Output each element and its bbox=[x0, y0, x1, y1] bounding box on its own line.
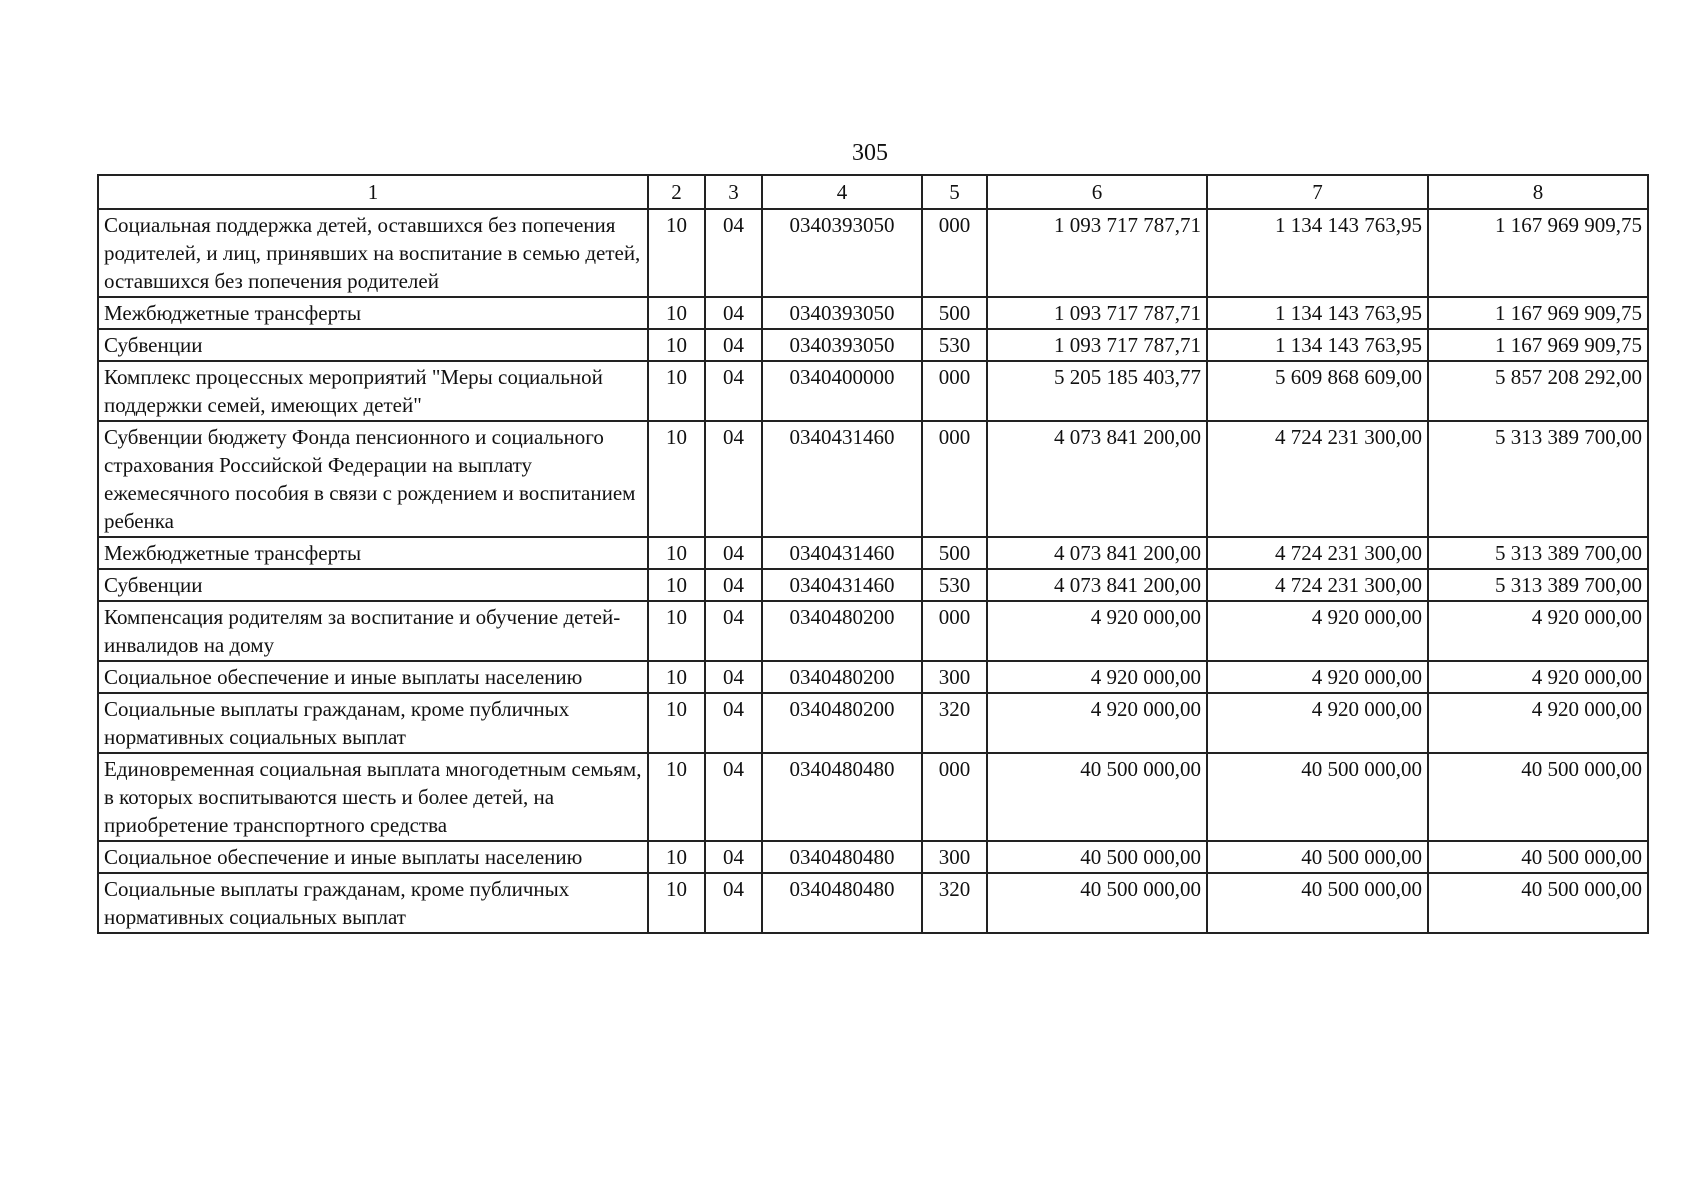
target-article-cell: 0340480200 bbox=[762, 601, 922, 661]
amount-col8-cell: 5 313 389 700,00 bbox=[1428, 537, 1648, 569]
column-header: 7 bbox=[1207, 175, 1428, 209]
amount-col8-cell: 40 500 000,00 bbox=[1428, 841, 1648, 873]
amount-col7-cell: 4 920 000,00 bbox=[1207, 601, 1428, 661]
expense-type-cell: 300 bbox=[922, 661, 987, 693]
target-article-cell: 0340480480 bbox=[762, 873, 922, 933]
expense-type-cell: 000 bbox=[922, 421, 987, 537]
subsection-code-cell: 04 bbox=[705, 661, 762, 693]
amount-col6-cell: 40 500 000,00 bbox=[987, 841, 1207, 873]
section-code-cell: 10 bbox=[648, 209, 705, 297]
expense-type-cell: 500 bbox=[922, 297, 987, 329]
row-name-cell: Социальное обеспечение и иные выплаты населению bbox=[98, 661, 648, 693]
amount-col7-cell: 1 134 143 763,95 bbox=[1207, 209, 1428, 297]
subsection-code-cell: 04 bbox=[705, 841, 762, 873]
section-code-cell: 10 bbox=[648, 693, 705, 753]
subsection-code-cell: 04 bbox=[705, 421, 762, 537]
amount-col8-cell: 4 920 000,00 bbox=[1428, 693, 1648, 753]
amount-col8-cell: 1 167 969 909,75 bbox=[1428, 329, 1648, 361]
subsection-code-cell: 04 bbox=[705, 297, 762, 329]
subsection-code-cell: 04 bbox=[705, 601, 762, 661]
table-row bbox=[98, 569, 1648, 601]
page-number: 305 bbox=[852, 140, 888, 166]
target-article-cell: 0340480480 bbox=[762, 753, 922, 841]
amount-col6-cell: 1 093 717 787,71 bbox=[987, 209, 1207, 297]
target-article-cell: 0340431460 bbox=[762, 537, 922, 569]
row-name-cell: Социальная поддержка детей, оставшихся без попечения родителей, и лиц, принявших на воспитание в семью детей, оставшихся без попечения родителей bbox=[98, 209, 648, 297]
expense-type-cell: 000 bbox=[922, 601, 987, 661]
subsection-code-cell: 04 bbox=[705, 693, 762, 753]
amount-col6-cell: 4 073 841 200,00 bbox=[987, 537, 1207, 569]
table-row bbox=[98, 329, 1648, 361]
subsection-code-cell: 04 bbox=[705, 753, 762, 841]
amount-col7-cell: 4 920 000,00 bbox=[1207, 693, 1428, 753]
amount-col8-cell: 40 500 000,00 bbox=[1428, 873, 1648, 933]
amount-col7-cell: 4 724 231 300,00 bbox=[1207, 537, 1428, 569]
amount-col7-cell: 1 134 143 763,95 bbox=[1207, 329, 1428, 361]
row-name-cell: Межбюджетные трансферты bbox=[98, 297, 648, 329]
expense-type-cell: 000 bbox=[922, 753, 987, 841]
amount-col8-cell: 1 167 969 909,75 bbox=[1428, 297, 1648, 329]
amount-col6-cell: 4 073 841 200,00 bbox=[987, 569, 1207, 601]
expense-type-cell: 000 bbox=[922, 361, 987, 421]
amount-col7-cell: 1 134 143 763,95 bbox=[1207, 297, 1428, 329]
expense-type-cell: 530 bbox=[922, 329, 987, 361]
table-row bbox=[98, 361, 1648, 421]
subsection-code-cell: 04 bbox=[705, 569, 762, 601]
amount-col7-cell: 40 500 000,00 bbox=[1207, 753, 1428, 841]
amount-col8-cell: 5 313 389 700,00 bbox=[1428, 421, 1648, 537]
expense-type-cell: 320 bbox=[922, 873, 987, 933]
section-code-cell: 10 bbox=[648, 297, 705, 329]
target-article-cell: 0340431460 bbox=[762, 421, 922, 537]
expense-type-cell: 300 bbox=[922, 841, 987, 873]
table-row bbox=[98, 421, 1648, 537]
column-header: 6 bbox=[987, 175, 1207, 209]
section-code-cell: 10 bbox=[648, 537, 705, 569]
table-row bbox=[98, 297, 1648, 329]
row-name-cell: Субвенции бюджету Фонда пенсионного и социального страхования Российской Федерации на выплату ежемесячного пособия в связи с рождением и воспитанием ребенка bbox=[98, 421, 648, 537]
amount-col7-cell: 4 920 000,00 bbox=[1207, 661, 1428, 693]
section-code-cell: 10 bbox=[648, 753, 705, 841]
column-header: 1 bbox=[98, 175, 648, 209]
amount-col8-cell: 5 313 389 700,00 bbox=[1428, 569, 1648, 601]
amount-col8-cell: 5 857 208 292,00 bbox=[1428, 361, 1648, 421]
column-header: 8 bbox=[1428, 175, 1648, 209]
target-article-cell: 0340393050 bbox=[762, 209, 922, 297]
amount-col8-cell: 40 500 000,00 bbox=[1428, 753, 1648, 841]
section-code-cell: 10 bbox=[648, 661, 705, 693]
target-article-cell: 0340480480 bbox=[762, 841, 922, 873]
column-header: 3 bbox=[705, 175, 762, 209]
amount-col7-cell: 4 724 231 300,00 bbox=[1207, 569, 1428, 601]
section-code-cell: 10 bbox=[648, 601, 705, 661]
section-code-cell: 10 bbox=[648, 841, 705, 873]
target-article-cell: 0340431460 bbox=[762, 569, 922, 601]
row-name-cell: Межбюджетные трансферты bbox=[98, 537, 648, 569]
table-row bbox=[98, 601, 1648, 661]
target-article-cell: 0340400000 bbox=[762, 361, 922, 421]
amount-col6-cell: 1 093 717 787,71 bbox=[987, 297, 1207, 329]
column-header: 4 bbox=[762, 175, 922, 209]
expense-type-cell: 530 bbox=[922, 569, 987, 601]
header-row bbox=[98, 175, 1648, 209]
section-code-cell: 10 bbox=[648, 421, 705, 537]
amount-col6-cell: 4 073 841 200,00 bbox=[987, 421, 1207, 537]
row-name-cell: Компенсация родителям за воспитание и обучение детей-инвалидов на дому bbox=[98, 601, 648, 661]
table-row bbox=[98, 661, 1648, 693]
amount-col6-cell: 4 920 000,00 bbox=[987, 601, 1207, 661]
row-name-cell: Социальные выплаты гражданам, кроме публичных нормативных социальных выплат bbox=[98, 873, 648, 933]
section-code-cell: 10 bbox=[648, 569, 705, 601]
subsection-code-cell: 04 bbox=[705, 329, 762, 361]
expense-type-cell: 000 bbox=[922, 209, 987, 297]
subsection-code-cell: 04 bbox=[705, 209, 762, 297]
amount-col7-cell: 4 724 231 300,00 bbox=[1207, 421, 1428, 537]
target-article-cell: 0340393050 bbox=[762, 329, 922, 361]
amount-col8-cell: 4 920 000,00 bbox=[1428, 661, 1648, 693]
row-name-cell: Субвенции bbox=[98, 329, 648, 361]
amount-col6-cell: 40 500 000,00 bbox=[987, 873, 1207, 933]
subsection-code-cell: 04 bbox=[705, 873, 762, 933]
row-name-cell: Единовременная социальная выплата многодетным семьям, в которых воспитываются шесть и более детей, на приобретение транспортного средства bbox=[98, 753, 648, 841]
amount-col6-cell: 40 500 000,00 bbox=[987, 753, 1207, 841]
row-name-cell: Социальные выплаты гражданам, кроме публичных нормативных социальных выплат bbox=[98, 693, 648, 753]
amount-col8-cell: 1 167 969 909,75 bbox=[1428, 209, 1648, 297]
expense-type-cell: 500 bbox=[922, 537, 987, 569]
amount-col7-cell: 40 500 000,00 bbox=[1207, 873, 1428, 933]
target-article-cell: 0340480200 bbox=[762, 661, 922, 693]
amount-col6-cell: 4 920 000,00 bbox=[987, 661, 1207, 693]
amount-col6-cell: 4 920 000,00 bbox=[987, 693, 1207, 753]
expense-type-cell: 320 bbox=[922, 693, 987, 753]
column-header: 2 bbox=[648, 175, 705, 209]
table-row bbox=[98, 537, 1648, 569]
row-name-cell: Субвенции bbox=[98, 569, 648, 601]
column-header: 5 bbox=[922, 175, 987, 209]
target-article-cell: 0340480200 bbox=[762, 693, 922, 753]
subsection-code-cell: 04 bbox=[705, 537, 762, 569]
table-row bbox=[98, 873, 1648, 933]
amount-col7-cell: 5 609 868 609,00 bbox=[1207, 361, 1428, 421]
row-name-cell: Социальное обеспечение и иные выплаты населению bbox=[98, 841, 648, 873]
budget-table bbox=[97, 174, 1649, 934]
table-row bbox=[98, 209, 1648, 297]
target-article-cell: 0340393050 bbox=[762, 297, 922, 329]
table-row bbox=[98, 841, 1648, 873]
table-row bbox=[98, 693, 1648, 753]
section-code-cell: 10 bbox=[648, 361, 705, 421]
subsection-code-cell: 04 bbox=[705, 361, 762, 421]
amount-col6-cell: 5 205 185 403,77 bbox=[987, 361, 1207, 421]
table-row bbox=[98, 753, 1648, 841]
amount-col8-cell: 4 920 000,00 bbox=[1428, 601, 1648, 661]
amount-col6-cell: 1 093 717 787,71 bbox=[987, 329, 1207, 361]
row-name-cell: Комплекс процессных мероприятий "Меры социальной поддержки семей, имеющих детей" bbox=[98, 361, 648, 421]
section-code-cell: 10 bbox=[648, 873, 705, 933]
amount-col7-cell: 40 500 000,00 bbox=[1207, 841, 1428, 873]
section-code-cell: 10 bbox=[648, 329, 705, 361]
